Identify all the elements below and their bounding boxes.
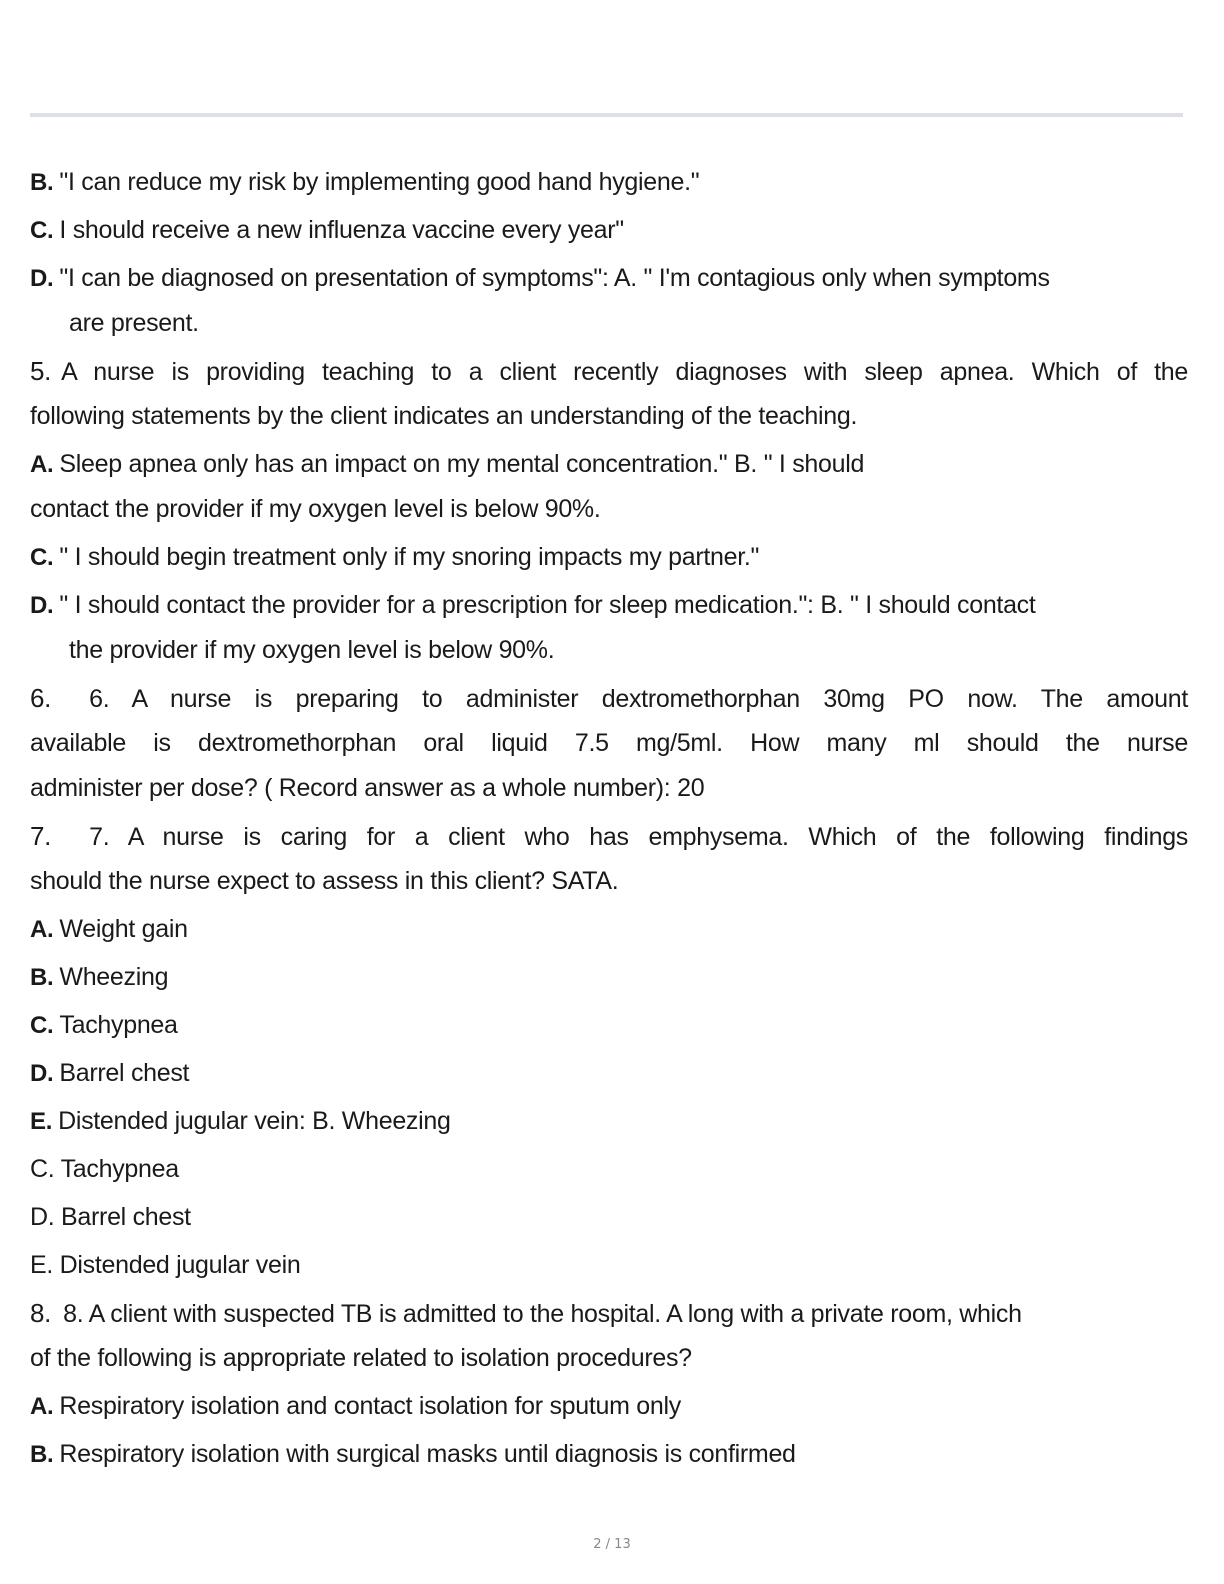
answer-line: C. Tachypnea <box>30 1155 179 1183</box>
option-line: C. " I should begin treatment only if my snoring impacts my partner." <box>30 543 760 571</box>
option-line: D. " I should contact the provider for a prescription for sleep medication.": B. " I should contact <box>30 591 1036 619</box>
continuation-line: administer per dose? ( Record answer as a whole number): 20 <box>30 774 705 802</box>
option-line: C. I should receive a new influenza vaccine every year" <box>30 216 624 244</box>
continuation-line: are present. <box>69 309 199 337</box>
option-line: B. "I can reduce my risk by implementing good hand hygiene." <box>30 168 700 196</box>
option-line: C. Tachypnea <box>30 1011 178 1039</box>
continuation-line: the provider if my oxygen level is below 90%. <box>69 636 555 664</box>
continuation-line: should the nurse expect to assess in this client? SATA. <box>30 867 619 895</box>
option-line: B. Respiratory isolation with surgical masks until diagnosis is confirmed <box>30 1440 796 1468</box>
continuation-line: following statements by the client indicates an understanding of the teaching. <box>30 402 858 430</box>
document-body <box>30 160 1188 1477</box>
option-line: D. Barrel chest <box>30 1059 190 1087</box>
header-divider <box>30 113 1183 117</box>
option-line: A. Respiratory isolation and contact isolation for sputum only <box>30 1392 681 1420</box>
option-line: B. Wheezing <box>30 963 169 991</box>
option-line: E. Distended jugular vein: B. Wheezing <box>30 1107 451 1135</box>
answer-line: E. Distended jugular vein <box>30 1251 301 1279</box>
continuation-line: available is dextromethorphan oral liquid 7.5 mg/5ml. How many ml should the nurse <box>30 729 1188 757</box>
continuation-line: contact the provider if my oxygen level is below 90%. <box>30 495 601 523</box>
question-line: 7. 7. A nurse is caring for a client who has emphysema. Which of the following findings <box>30 821 1188 851</box>
option-line: A. Sleep apnea only has an impact on my mental concentration." B. " I should <box>30 450 865 478</box>
option-line: D. "I can be diagnosed on presentation of symptoms": A. " I'm contagious only when symptoms <box>30 264 1050 292</box>
answer-line: D. Barrel chest <box>30 1203 191 1231</box>
page-number: 2 / 13 <box>593 1537 631 1552</box>
question-line: 8. 8. A client with suspected TB is admitted to the hospital. A long with a private room, which <box>30 1298 1022 1328</box>
question-line: 5. A nurse is providing teaching to a client recently diagnoses with sleep apnea. Which of the <box>30 356 1188 386</box>
question-line: 6. 6. A nurse is preparing to administer dextromethorphan 30mg PO now. The amount <box>30 683 1188 713</box>
continuation-line: of the following is appropriate related to isolation procedures? <box>30 1344 692 1372</box>
option-line: A. Weight gain <box>30 915 188 943</box>
